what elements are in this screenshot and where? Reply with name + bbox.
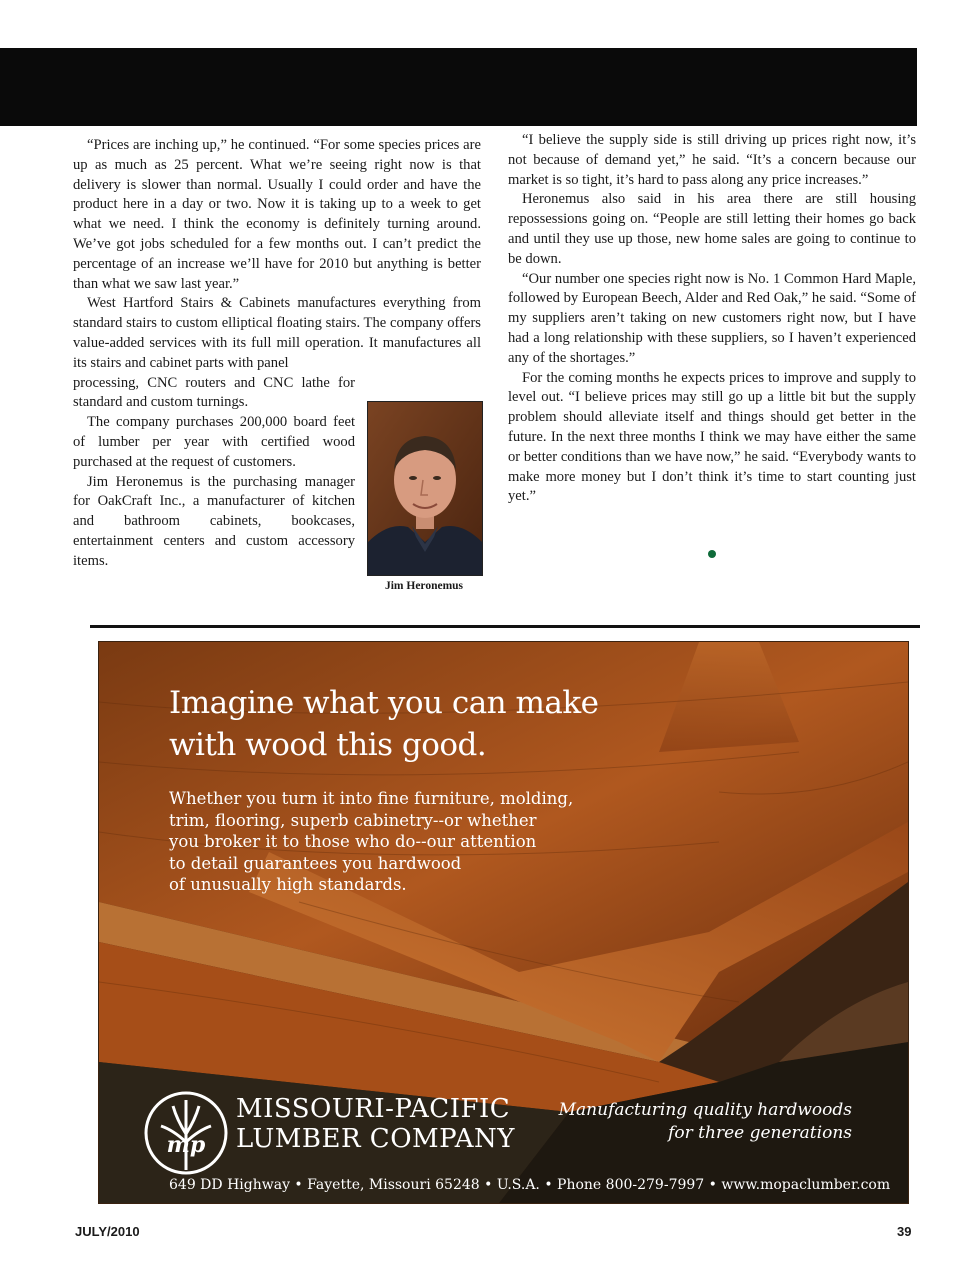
ad-body-line: you broker it to those who do--our attention [169,832,537,852]
article-paragraph: West Hartford Stairs & Cabinets manufactures everything from standard stairs to custom elliptical floating stairs. The company offers value-added services with its full mill operation. It manufactures all its stairs and cabinet parts with panel [73,295,481,371]
ad-headline-line: with wood this good. [169,727,487,763]
issue-date: JULY/2010 [75,1224,140,1239]
company-tagline [532,1099,852,1145]
company-name [236,1094,515,1154]
ad-body-line: to detail guarantees you hardwood [169,853,462,873]
logo-monogram: mp [166,1132,206,1158]
ad-headline-line: Imagine what you can make [169,685,599,721]
end-of-article-mark [708,550,716,558]
portrait-illustration [368,402,482,575]
ad-body-line: of unusually high standards. [169,875,407,895]
ad-body-line: Whether you turn it into fine furniture, molding, [169,789,574,808]
header-band [0,48,917,126]
company-address: 649 DD Highway • Fayette, Missouri 65248 • U.S.A. • Phone 800-279-7997 • www.mopaclumber.com [169,1177,891,1193]
article-paragraph: “I believe the supply side is still driving up prices right now, it’s not because of demand yet,” he said. “It’s a concern because our market is so tight, it’s hard to pass along any price increases.” [508,132,916,188]
page-number: 39 [897,1224,912,1239]
article-paragraph: “Prices are inching up,” he continued. “For some species prices are up as much as 25 percent. What we’re seeing right now is that delivery is slower than normal. Usually I could order and have the product here in a day or two. Now it is taking up to a week to get what we need. I think the economy is definitely turning around. We’ve got jobs scheduled for a few months out. I can’t predict the percentage of an increase we’ll have for 2010 but anything is better than what we saw last year.” [73,137,481,292]
portrait-photo [367,401,483,576]
tree-logo-icon [143,1090,229,1176]
article-right-column [508,131,916,507]
ad-body-line: trim, flooring, superb cabinetry--or whether [169,810,537,830]
section-divider [90,625,920,628]
article-paragraph: Jim Heronemus is the purchasing manager for OakCraft Inc., a manufacturer of kitchen and bathroom cabinets, bookcases, entertainment centers and custom accessory items. [73,473,355,569]
tagline-line: for three generations [668,1123,852,1143]
article-paragraph: Heronemus also said in his area there are still housing repossessions going on. “People are still letting their homes go back and until they use up those, new home sales are going to continue to be down. [508,191,916,267]
company-name-line: LUMBER COMPANY [236,1124,515,1154]
tagline-line: Manufacturing quality hardwoods [558,1100,852,1120]
ad-headline [169,682,689,766]
company-name-line: MISSOURI-PACIFIC [236,1094,511,1124]
advertisement [98,641,909,1204]
photo-caption: Jim Heronemus [384,580,464,592]
ad-body-copy [169,788,689,896]
article-paragraph: processing, CNC routers and CNC lathe for standard and custom turnings. [73,374,355,411]
article-paragraph: For the coming months he expects prices to improve and supply to level out. “I believe prices may still go up a little bit but the supply problem should alleviate itself and things should get better in the future. In the next three months I think we may have either the same or better conditions than we have now,” he said. “Everybody wants to make more money but I don’t think it’s time to start counting just yet.” [508,369,916,505]
article-paragraph: The company purchases 200,000 board feet of lumber per year with certified wood purchased at the request of customers. [73,414,355,470]
article-paragraph: “Our number one species right now is No. 1 Common Hard Maple, followed by European Beech, Alder and Red Oak,” he said. “Some of my suppliers aren’t taking on new customers right now, but I have had a long relationship with these suppliers, so I haven’t experienced any of the shortages.” [508,270,916,366]
